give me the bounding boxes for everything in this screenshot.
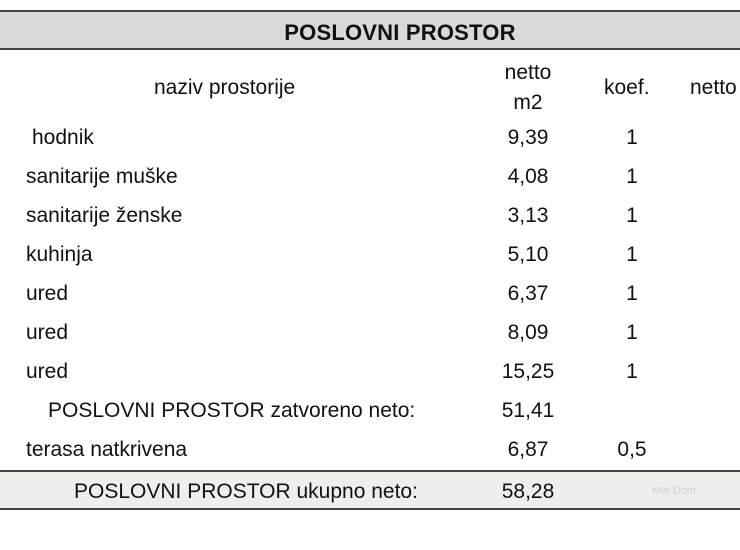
terrace-row [0,432,740,471]
row-koef-value: 1 [626,204,638,227]
terrace-netto-value: 6,87 [507,438,549,461]
row-name: ured [26,282,69,305]
row-name: kuhinja [26,243,93,266]
row-netto-value: 5,10 [507,243,549,266]
row-koef-value: 1 [626,282,638,305]
table-row [0,159,740,198]
row-netto-value: 6,37 [507,282,549,305]
row-name: ured [26,360,69,383]
row-netto-value: 3,13 [507,204,549,227]
row-koef-value: 1 [626,165,638,188]
column-header-netto-2: netto [690,76,737,99]
row-koef-value: 1 [626,321,638,344]
row-name: sanitarije muške [26,165,178,188]
column-header-netto-line2: m2 [513,91,543,114]
column-header-netto-line1: netto [504,61,552,84]
subtotal-value: 51,41 [501,399,555,422]
row-koef-value: 1 [626,243,638,266]
table-row [0,276,740,315]
table-title: POSLOVNI PROSTOR [284,20,516,45]
column-header-netto [488,58,568,118]
column-header-name: naziv prostorije [154,76,296,99]
subtotal-label: POSLOVNI PROSTOR zatvoreno neto: [48,399,416,422]
row-koef-value: 1 [626,126,638,149]
row-netto-value: 8,09 [507,321,549,344]
table-row [0,198,740,237]
row-koef-value: 1 [626,360,638,383]
terrace-koef-value: 0,5 [617,438,647,461]
table-title-bar [0,10,740,50]
row-name: sanitarije ženske [26,204,183,227]
watermark: Mio Dom [652,485,697,497]
total-row [0,470,740,510]
table-row [0,315,740,354]
row-netto-value: 9,39 [507,126,549,149]
total-label: POSLOVNI PROSTOR ukupno neto: [74,480,418,503]
total-value: 58,28 [501,480,555,503]
row-name: ured [26,321,69,344]
row-netto-value: 4,08 [507,165,549,188]
table-row [0,120,740,159]
subtotal-row [0,393,740,432]
terrace-name: terasa natkrivena [26,438,188,461]
table-row [0,237,740,276]
table-row [0,354,740,393]
row-name: hodnik [32,126,94,149]
column-header-koef: koef. [604,76,650,99]
row-netto-value: 15,25 [501,360,555,383]
